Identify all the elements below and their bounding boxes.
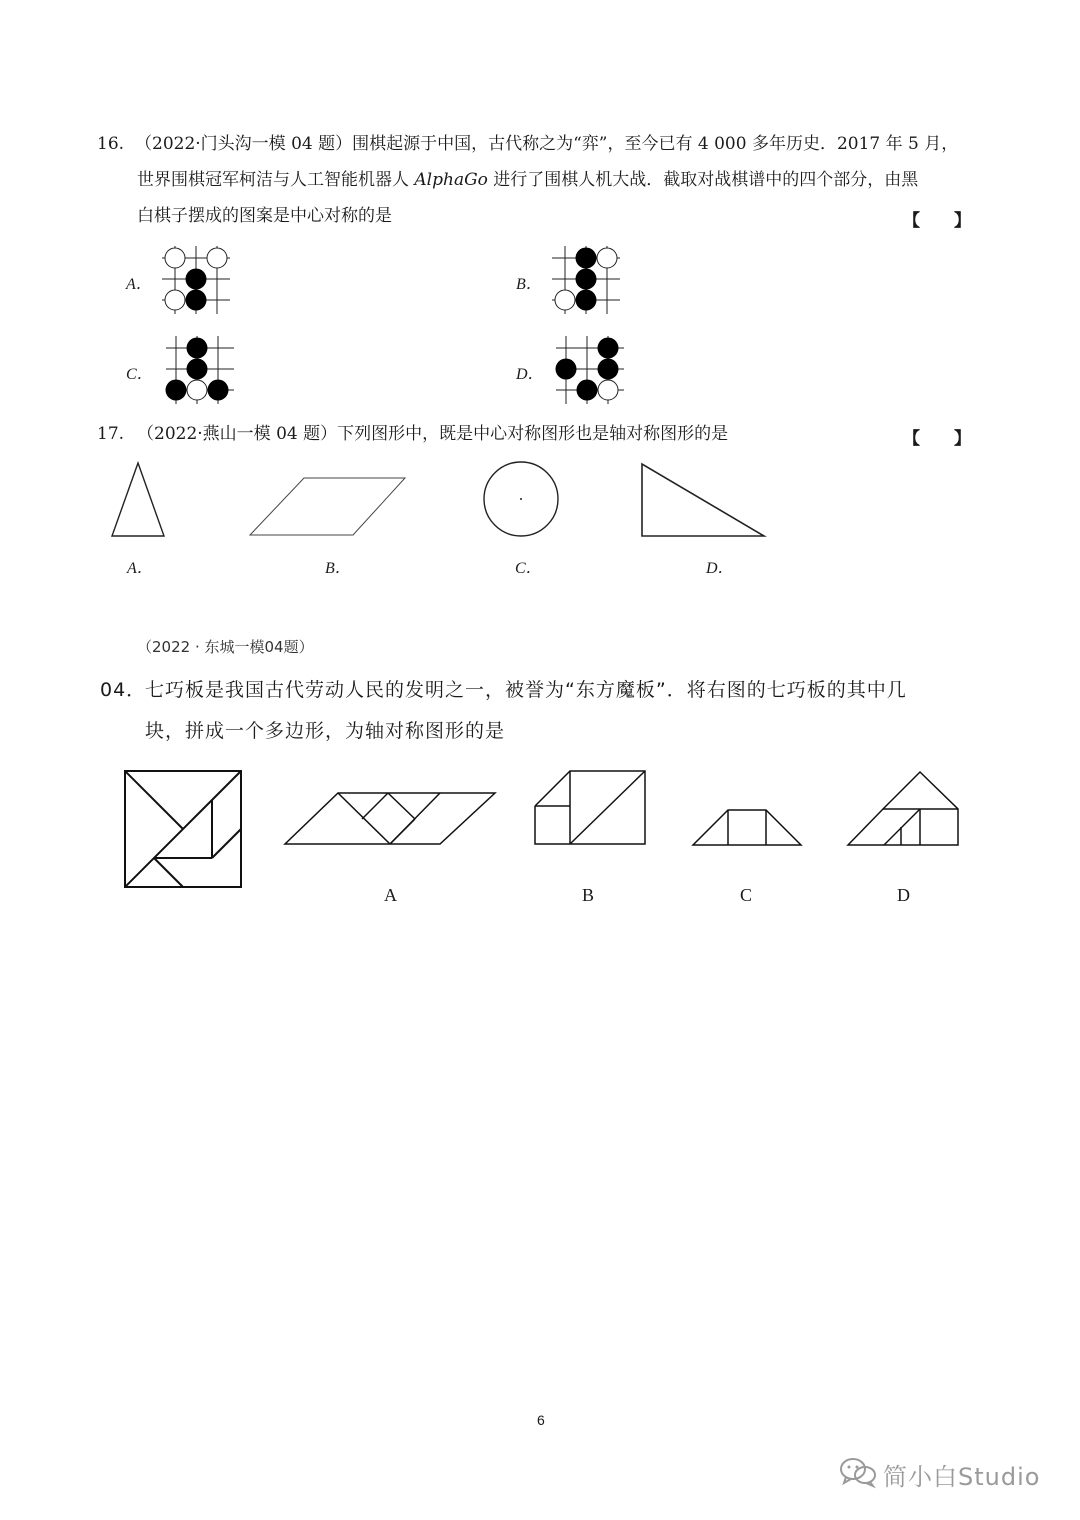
- q17-answer-bracket: 【 】: [903, 429, 971, 449]
- q04-option-b-label: B: [582, 885, 595, 905]
- black-stone: [166, 380, 187, 401]
- q16-line2-post: 进行了围棋人机大战．截取对战棋谱中的四个部分，由黑: [487, 170, 919, 190]
- black-stone: [208, 380, 229, 401]
- q04-figure-a: [280, 788, 500, 848]
- q16-go-board-b: [550, 244, 622, 316]
- black-stone: [576, 290, 597, 311]
- q04-option-c-label: C: [740, 885, 753, 905]
- q17-option-a-label: A．: [127, 560, 153, 577]
- white-stone: [187, 380, 207, 400]
- black-stone: [577, 380, 598, 401]
- q17-right-triangle: [630, 455, 780, 545]
- white-stone: [598, 380, 618, 400]
- q04-tangram-square: [120, 766, 248, 894]
- black-stone: [187, 338, 208, 359]
- q16-line3: 白棋子摆成的图案是中心对称的是: [137, 206, 392, 226]
- q16-option-d-label: D．: [516, 366, 544, 383]
- q16-go-board-d: [554, 334, 626, 406]
- white-stone: [555, 290, 575, 310]
- q17-text: （2022·燕山一模 04 题）下列图形中，既是中心对称图形也是轴对称图形的是: [137, 424, 729, 444]
- black-stone: [187, 359, 208, 380]
- white-stone: [165, 248, 185, 268]
- q04-source: （2022 · 东城一模04题）: [137, 638, 314, 656]
- white-stone: [207, 248, 227, 268]
- q04-figure-d: [843, 765, 965, 851]
- q16-answer-bracket: 【 】: [903, 211, 971, 231]
- q16-alphago: AlphaGo: [414, 170, 488, 190]
- q17-number: 17.: [97, 424, 125, 444]
- wechat-icon: [838, 1456, 878, 1488]
- watermark-text: 简小白Studio: [883, 1463, 1041, 1491]
- q16-number: 16.: [97, 134, 125, 154]
- q16-option-c-label: C．: [126, 366, 153, 383]
- q16-go-board-c: [164, 334, 236, 406]
- black-stone: [186, 290, 207, 311]
- black-stone: [598, 338, 619, 359]
- q17-parallelogram: [240, 470, 420, 540]
- black-stone: [598, 359, 619, 380]
- q04-figure-c: [688, 805, 808, 851]
- q17-option-c-label: C．: [515, 560, 542, 577]
- black-stone: [556, 359, 577, 380]
- q04-number: 04．: [100, 679, 147, 701]
- q16-line2-pre: 世界围棋冠军柯洁与人工智能机器人: [137, 170, 415, 190]
- q16-option-b-label: B．: [516, 276, 542, 293]
- white-stone: [165, 290, 185, 310]
- white-stone: [597, 248, 617, 268]
- q17-option-d-label: D．: [706, 560, 734, 577]
- q16-option-a-label: A．: [126, 276, 152, 293]
- black-stone: [186, 269, 207, 290]
- q17-isosceles-triangle: [100, 455, 180, 545]
- q04-line1: 七巧板是我国古代劳动人民的发明之一，被誉为“东方魔板”．将右图的七巧板的其中几: [145, 679, 907, 701]
- q04-option-d-label: D: [897, 885, 910, 905]
- q17-option-b-label: B．: [325, 560, 351, 577]
- q16-go-board-a: [160, 244, 232, 316]
- black-stone: [576, 269, 597, 290]
- page-number: 6: [537, 1412, 545, 1428]
- q04-line2: 块，拼成一个多边形，为轴对称图形的是: [145, 720, 506, 742]
- q16-line2: [137, 170, 918, 190]
- q17-circle: [475, 455, 570, 545]
- black-stone: [576, 248, 597, 269]
- q04-figure-b: [528, 766, 653, 851]
- q04-option-a-label: A: [384, 885, 397, 905]
- q16-line1: （2022·门头沟一模 04 题）围棋起源于中国，古代称之为“弈”，至今已有 4 000 多年历史．2017 年 5 月，: [135, 134, 959, 154]
